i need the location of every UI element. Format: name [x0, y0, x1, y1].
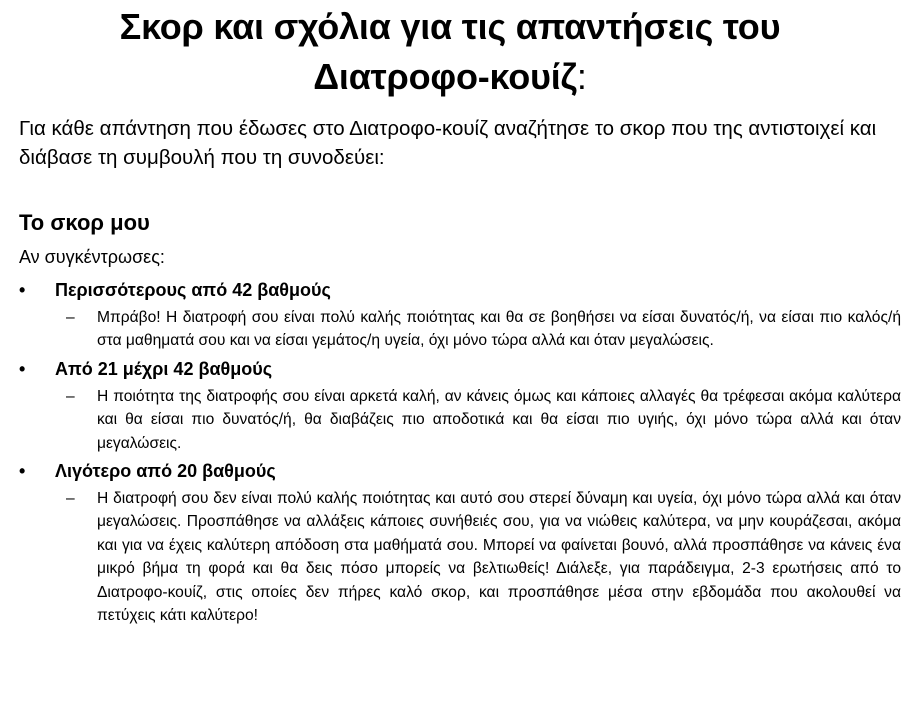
range-advice-text: Μπράβο! Η διατροφή σου είναι πολύ καλής ποιότητας και θα σε βοηθήσει να είσαι δυνατός/ή, να είσαι πιο καλός/ή στα μαθηματά σου και να είσαι γεμάτος/η υγεία, όχι μόνο τώρα αλλά και όταν μεγαλώσεις.: [97, 309, 901, 350]
range-label: Περισσότερους από 42 βαθμούς: [55, 280, 331, 300]
intro-paragraph: Για κάθε απάντηση που έδωσες στο Διατροφο-κουίζ αναζήτησε το σκορ που της αντιστοιχεί και διάβασε τη συμβουλή που τη συνοδεύει:: [19, 117, 877, 169]
range-advice-mid: [66, 385, 901, 455]
title-colon: :: [576, 56, 587, 97]
range-advice-low: [66, 487, 901, 627]
range-label: Λιγότερο από 20 βαθμούς: [55, 461, 276, 481]
page-title: [60, 2, 840, 102]
dash-icon: –: [66, 388, 75, 405]
score-heading: Το σκορ μου: [19, 210, 150, 235]
title-line-2-text: Διατροφο-κουίζ: [313, 56, 577, 97]
range-bullet-mid: [19, 356, 272, 382]
dash-icon: –: [66, 309, 75, 326]
range-bullet-low: [19, 458, 276, 484]
collected-label: Αν συγκέντρωσες:: [19, 247, 165, 267]
title-line-2: [60, 52, 840, 102]
range-bullet-high: [19, 277, 331, 303]
bullet-icon: •: [19, 280, 26, 300]
range-advice-text: Η ποιότητα της διατροφής σου είναι αρκετά καλή, αν κάνεις όμως και κάποιες αλλαγές θα τρέφεσαι ακόμα καλύτερα και θα είσαι πιο δυνατός/ή, θα διαβάζεις πιο αποδοτικά και θα είσαι πιο υγιής, όχι μόνο τώρα αλλά και όταν μεγαλώσεις.: [97, 388, 901, 452]
title-line-1: Σκορ και σχόλια για τις απαντήσεις του: [119, 6, 781, 47]
bullet-icon: •: [19, 461, 26, 481]
dash-icon: –: [66, 490, 75, 507]
range-advice-text: Η διατροφή σου δεν είναι πολύ καλής ποιότητας και αυτό σου στερεί δύναμη και υγεία, όχι μόνο τώρα αλλά και όταν μεγαλώσεις. Προσπάθησε να αλλάξεις κάποιες συνήθειές σου, για να νιώθεις καλύτερα, να μην κουράζεσαι, ακόμα και για να έχεις καλύτερη απόδοση στα μαθήματά σου. Μπορεί να φαίνεται βουνό, αλλά προσπάθησε να κάνεις ένα μικρό βήμα τη φορά και θα δεις πόσο μπορείς να βελτιωθείς! Διάλεξε, για παράδειγμα, 2-3 ερωτήσεις από το Διατροφο-κουίζ, στις οποίες δεν πήρες καλό σκορ, και προσπάθησε μέσα στην εβδομάδα που ακολουθεί να πετύχεις κάτι καλύτερο!: [97, 490, 901, 625]
range-label: Από 21 μέχρι 42 βαθμούς: [55, 359, 273, 379]
bullet-icon: •: [19, 359, 26, 379]
range-advice-high: [66, 306, 901, 353]
